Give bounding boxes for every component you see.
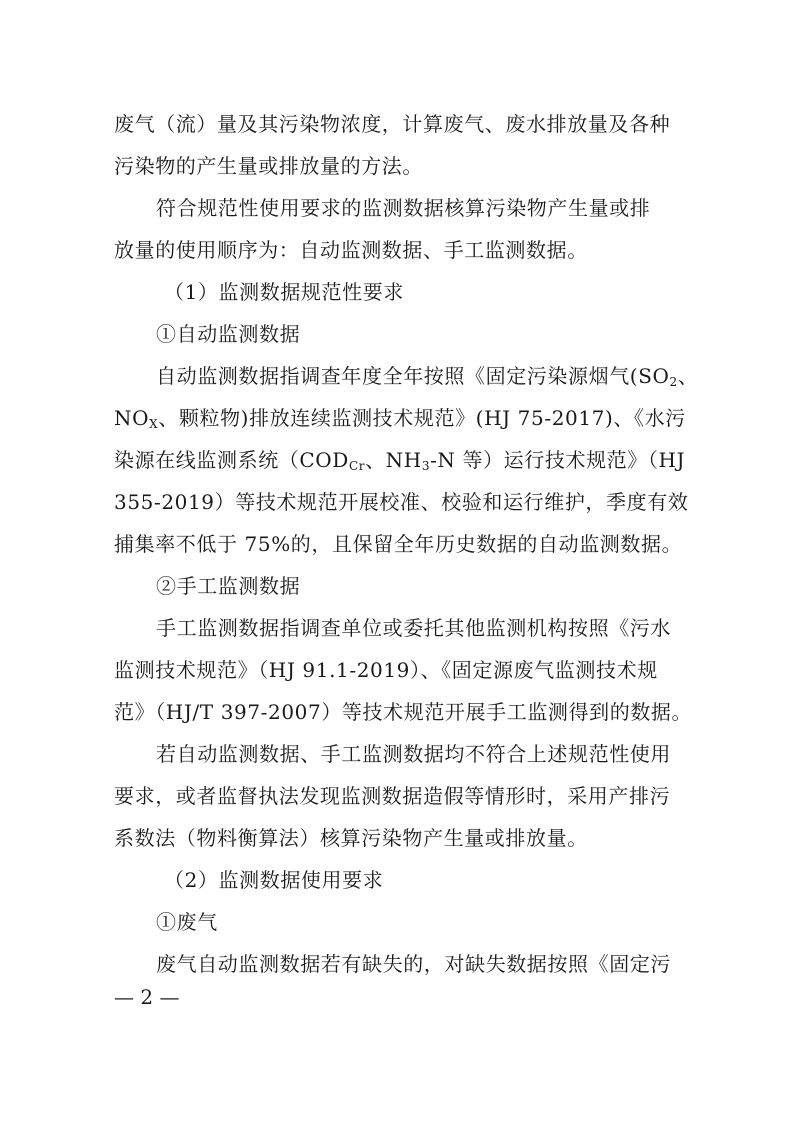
text-run: 、 [677, 364, 699, 388]
paragraph-line: 符合规范性使用要求的监测数据核算污染物产生量或排 [156, 196, 651, 220]
paragraph-line [114, 400, 684, 436]
paragraph-line [114, 442, 684, 478]
subscript: 3 [421, 459, 431, 473]
subsection-heading: ②手工监测数据 [156, 574, 301, 598]
paragraph-line: 废气（流）量及其污染物浓度，计算废气、废水排放量及各种 [114, 112, 671, 136]
text-run: 、颗粒物)排放连续监测技术规范》(HJ 75-2017)、《水污 [158, 406, 686, 430]
paragraph-line: 废气自动监测数据若有缺失的，对缺失数据按照《固定污 [156, 952, 671, 976]
text-run: 染源在线监测系统（COD [114, 448, 349, 472]
paragraph-line: 捕集率不低于 75%的，且保留全年历史数据的自动监测数据。 [114, 532, 683, 556]
subsection-heading: ①自动监测数据 [156, 322, 301, 346]
text-run: 、NH [365, 448, 422, 472]
page-number: — 2 — [114, 985, 180, 1009]
subscript: Cr [348, 459, 366, 473]
paragraph-line [156, 358, 699, 394]
subsection-heading: ①废气 [156, 910, 218, 934]
subscript: 2 [669, 375, 678, 389]
section-heading: （1）监测数据规范性要求 [164, 280, 404, 304]
paragraph-line: 若自动监测数据、手工监测数据均不符合上述规范性使用 [156, 742, 671, 766]
section-heading: （2）监测数据使用要求 [164, 868, 384, 892]
paragraph-line: 范》（HJ/T 397-2007）等技术规范开展手工监测得到的数据。 [114, 700, 693, 724]
text-run: NO [114, 406, 150, 430]
text-run: 自动监测数据指调查年度全年按照《固定污染源烟气(SO [156, 364, 670, 388]
paragraph-line: 手工监测数据指调查单位或委托其他监测机构按照《污水 [156, 616, 671, 640]
paragraph-line: 要求，或者监督执法发现监测数据造假等情形时，采用产排污 [114, 784, 671, 808]
paragraph-line: 系数法（物料衡算法）核算污染物产生量或排放量。 [114, 826, 588, 850]
paragraph-line: 污染物的产生量或排放量的方法。 [114, 154, 423, 178]
paragraph-line: 放量的使用顺序为：自动监测数据、手工监测数据。 [114, 238, 588, 262]
subscript: X [149, 417, 159, 431]
text-run: -N 等）运行技术规范》（HJ [430, 448, 686, 472]
paragraph-line: 监测技术规范》（HJ 91.1-2019）、《固定源废气监测技术规 [114, 658, 658, 682]
paragraph-line: 355-2019）等技术规范开展校准、校验和运行维护，季度有效 [114, 490, 689, 514]
